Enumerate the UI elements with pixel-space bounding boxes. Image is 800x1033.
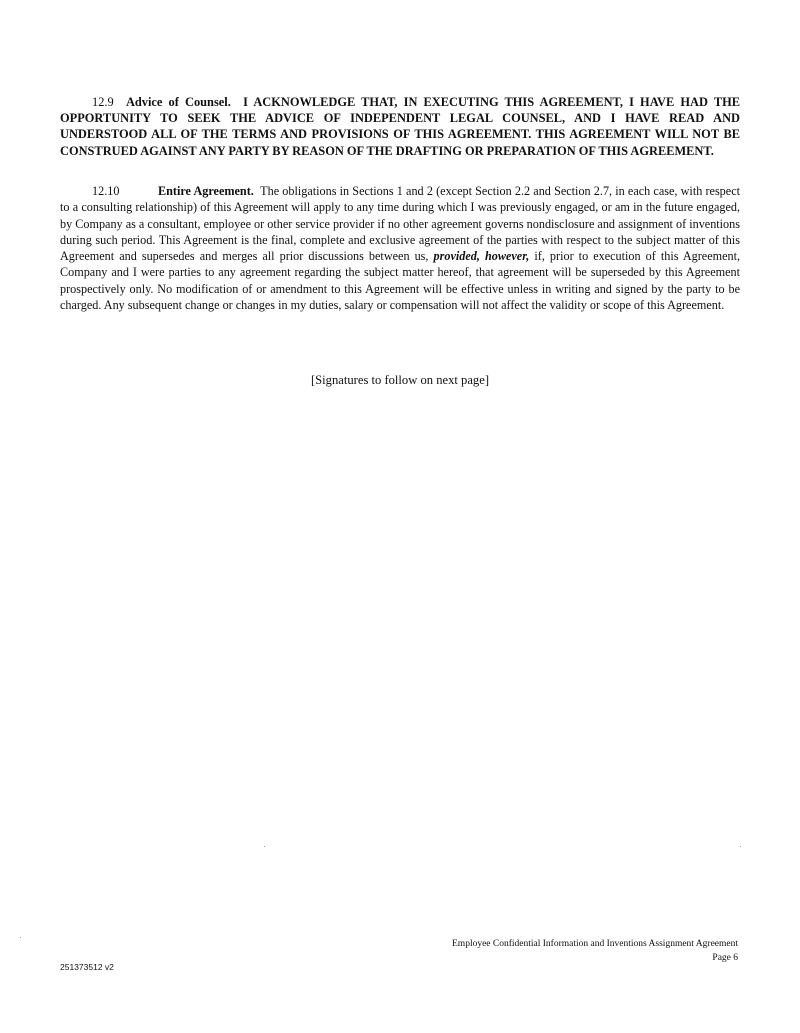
signature-note: [Signatures to follow on next page] — [310, 373, 490, 387]
section-12-10 — [60, 183, 740, 313]
footer-title: Employee Confidential Information and Inventions Assignment Agreement — [452, 939, 738, 949]
scan-speck — [20, 937, 21, 938]
section-12-10-heading: Entire Agreement. — [158, 184, 254, 198]
section-12-9-number: 12.9 — [92, 95, 114, 109]
footer-page-number: Page 6 — [712, 953, 738, 963]
section-12-10-number: 12.10 — [92, 184, 120, 198]
section-12-9-heading: Advice of Counsel. — [125, 95, 231, 109]
section-12-9-body: I ACKNOWLEDGE THAT, IN EXECUTING THIS AGREEMENT, I HAVE HAD THE OPPORTUNITY TO SEEK THE ADVICE OF INDEPENDENT LEGAL COUNSEL, AND I HAVE READ AND UNDERSTOOD ALL OF THE TERMS AND PROVISIONS OF THIS AGREEMENT. THIS AGREEMENT WILL NOT BE CONSTRUED AGAINST ANY PARTY BY REASON OF THE DRAFTING OR PREPARATION OF THIS AGREEMENT. — [60, 95, 740, 158]
scan-speck — [264, 846, 265, 847]
footer-doc-id: 251373512 v2 — [60, 962, 114, 972]
section-12-10-emphasis: provided, however, — [433, 249, 530, 264]
section-12-10-body-part2: if, prior to execution of this Agreement, Company and I were parties to any agreement regarding the subject matter hereof, that agreement will be superseded by this Agreement prospectively only. No modification of or amendment to this Agreement will be effective unless in writing and signed by the party to be charged. Any subsequent change or changes in my duties, salary or compensation will not affect the validity or scope of this Agreement. — [60, 249, 741, 313]
section-12-9 — [60, 94, 740, 159]
footer-right — [452, 937, 738, 965]
scan-speck — [740, 846, 741, 847]
section-12-10-body-part1: The obligations in Sections 1 and 2 (except Section 2.2 and Section 2.7, in each case, with respect to a consulting relationship) of this Agreement will apply to any time during which I was previously engaged, or am in the future engaged, by Company as a consultant, employee or other service provider if no other agreement governs nondisclosure and assignment of inventions during such period. This Agreement is the final, complete and exclusive agreement of the parties with respect to the subject matter of this Agreement and supersedes and merges all prior discussions between us, — [60, 184, 740, 264]
